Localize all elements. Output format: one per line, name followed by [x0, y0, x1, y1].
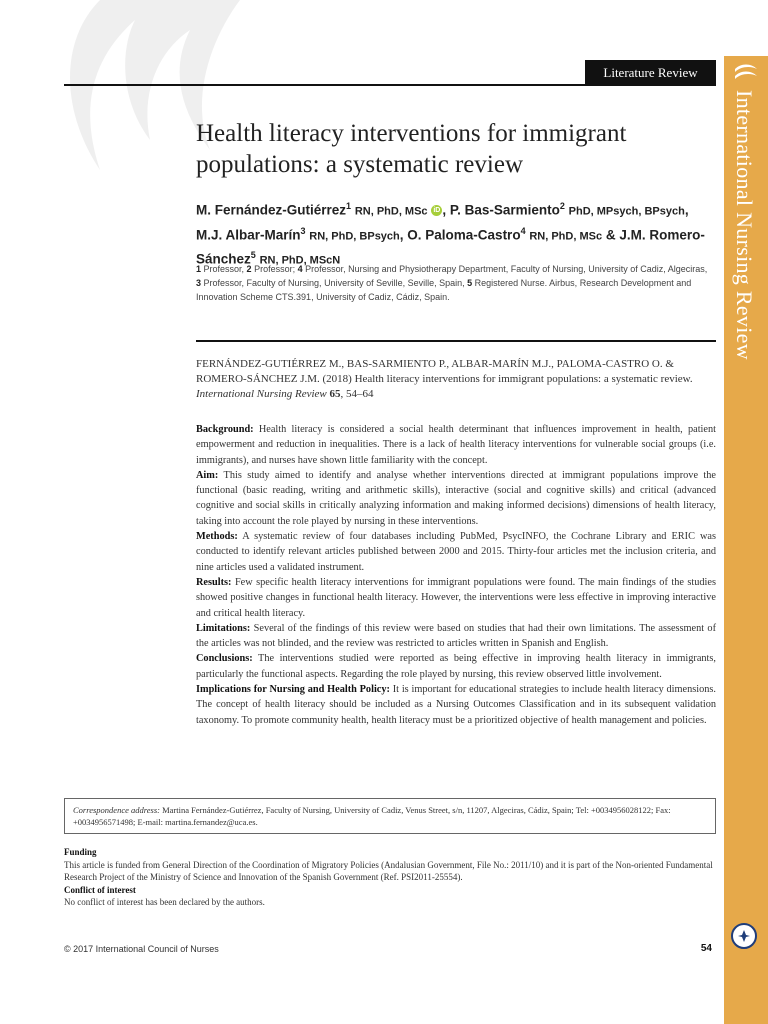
affil-text: Professor,	[201, 264, 247, 274]
affil-text: Registered Nurse. Airbus, Research Development and Innovation Scheme CTS.391, University of Cadiz, Cádiz, Spain.	[196, 278, 692, 302]
abstract-label: Aim:	[196, 469, 219, 481]
conflict-text: No conflict of interest has been declared by the authors.	[64, 897, 265, 907]
article-title: Health literacy interventions for immigrant populations: a systematic review	[196, 120, 627, 178]
section-label: Literature Review	[585, 60, 716, 85]
abstract-aim	[196, 468, 716, 529]
affil-number: 1	[196, 264, 202, 274]
author-degrees: PhD, MPsych, BPsych	[568, 205, 685, 218]
correspondence-label: Correspondence address:	[73, 805, 160, 815]
citation-volume: 65	[329, 388, 341, 400]
abstract-text: This study aimed to identify and analyse whether interventions directed at immigrant populations improve the functional (basic reading, writing and arithmetic skills), interactive (social and cognitive skills) and critical (advanced cognitive and social skills in critically analyzing information and making informed decisions) dimensions of health literacy, taking into account the role played by nursing in these interventions.	[196, 469, 716, 527]
abstract-label: Limitations:	[196, 622, 251, 634]
citation-journal: International Nursing Review	[196, 388, 327, 400]
abstract-label: Background:	[196, 424, 254, 435]
abstract-label: Implications for Nursing and Health Policy:	[196, 684, 390, 696]
abstract-limitations	[196, 621, 716, 652]
abstract-text: Health literacy is considered a social health determinant that influences improvement in health, patient empowerment and reduction in inequalities. There is a lack of health literacy interventions for vulnerable social groups (i.e. immigrants), and nurses have shown little familiarity with the concept.	[196, 424, 716, 466]
author-degrees: RN, PhD, MSc	[354, 205, 428, 218]
author-affil-ref: 1	[346, 201, 352, 211]
correspondence-text: Martina Fernández-Gutiérrez, Faculty of Nursing, University of Cadiz, Venus Street, s/n, 11207, Algeciras, Cádiz, Spain; Tel: +0034956028122; Fax: +0034956571498; E-mail: martina.fernandez@uca.es.	[73, 805, 671, 827]
abstract-conclusions	[196, 651, 716, 682]
author-affil-ref: 2	[559, 201, 565, 211]
funding-heading: Funding	[64, 847, 97, 857]
citation	[196, 357, 716, 402]
abstract-label: Results:	[196, 576, 232, 588]
author-degrees: RN, PhD, MScN	[259, 254, 341, 267]
funding-section	[64, 846, 716, 909]
abstract-label: Methods:	[196, 531, 238, 543]
affil-number: 4	[297, 264, 303, 274]
author-affil-ref: 4	[520, 225, 526, 236]
abstract-text: Few specific health literacy interventions for immigrant populations were found. The main findings of the studies showed positive changes in functional health literacy. However, the interventions were less effective in improving interactive and critical health literacy.	[196, 576, 716, 619]
abstract-implications	[196, 682, 716, 728]
abstract-label: Conclusions:	[196, 653, 253, 665]
author-name: M.J. Albar-Marín	[196, 227, 301, 242]
author-name: J.M. Romero-Sánchez	[196, 227, 705, 267]
author-list: M. Fernández-Gutiérrez$^1$ RN, PhD, MSc iD , P. Bas-Sarmiento$^2$ PhD, MPsych, BPsych, M.J. Albar-Marín$^3$ RN, PhD, BPsych, O. Paloma-Castro$^4$ RN, PhD, MSc & J.M. Romero-Sánchez$^5$ RN, PhD, MScN	[196, 201, 705, 267]
icn-badge-icon	[731, 923, 757, 949]
author-name: P. Bas-Sarmiento	[449, 202, 560, 218]
author-degrees: RN, PhD, MSc	[529, 230, 603, 242]
page-number: 54	[700, 943, 712, 954]
orcid-icon[interactable]: iD	[433, 207, 441, 215]
affil-text: Professor, Nursing and Physiotherapy Department, Faculty of Nursing, University of Cadiz, Algeciras,	[302, 264, 708, 274]
conflict-heading: Conflict of interest	[64, 884, 136, 895]
author-degrees: RN, PhD, BPsych	[309, 230, 400, 242]
abstract-text: Several of the findings of this review were based on studies that had their own limitations. The assessment of the articles was not blinded, and the review was restricted to articles written in Spanish and English.	[196, 622, 716, 650]
affil-number: 3	[196, 278, 202, 288]
abstract-methods	[196, 529, 716, 575]
affil-number: 2	[246, 264, 252, 274]
affil-number: 5	[467, 278, 473, 288]
copyright: © 2017 International Council of Nurses	[64, 944, 219, 954]
abstract	[196, 422, 716, 728]
abstract-background	[196, 422, 716, 468]
affil-text: Professor;	[251, 264, 298, 274]
affil-text: Professor, Faculty of Nursing, University of Seville, Seville, Spain,	[201, 278, 468, 288]
citation-pages: , 54–64	[340, 388, 374, 400]
author-affil-ref: 5	[250, 250, 256, 260]
author-affil-ref: 3	[300, 225, 306, 236]
abstract-text: It is important for educational strategies to include health literacy dimensions. The concept of health literacy should be included as a Nursing Outcomes Classification and in its subsequent validation taxonomy. To promote community health, health literacy must be a prioritized objective of health management and policies.	[196, 684, 716, 726]
correspondence-box	[64, 798, 716, 834]
author-name: O. Paloma-Castro	[407, 227, 521, 242]
abstract-text: A systematic review of four databases including PubMed, PsycINFO, the Cochrane Library and ERIC was conducted to identify relevant articles published between 2000 and 2015. Thirty-four articles met the inclusion criteria, and nine articles used a validated instrument.	[196, 531, 716, 573]
abstract-results	[196, 575, 716, 621]
affiliations	[196, 262, 716, 304]
section-rule	[196, 340, 716, 342]
abstract-text: The interventions studied were reported as being effective in improving health literacy in immigrants, particularly the functional aspects. Regarding the role played by nursing, this review observed little involvement.	[196, 653, 716, 680]
funding-text: This article is funded from General Direction of the Coordination of Migratory Policies (Andalusian Government, File No.: 2011/10) and it is part of the Non-oriented Fundamental Research Project of the Ministry of Science and Innovation of the Spanish Government (Ref. PSI2011-25554).	[64, 859, 713, 882]
journal-logo-icon	[733, 63, 759, 83]
journal-name: International Nursing Review	[732, 90, 757, 360]
author-name: M. Fernández-Gutiérrez	[196, 202, 347, 218]
citation-text: FERNÁNDEZ-GUTIÉRREZ M., BAS-SARMIENTO P., ALBAR-MARÍN M.J., PALOMA-CASTRO O. & ROMERO-SÁNCHEZ J.M. (2018) Health literacy interventions for immigrant populations: a systematic review.	[196, 358, 693, 385]
